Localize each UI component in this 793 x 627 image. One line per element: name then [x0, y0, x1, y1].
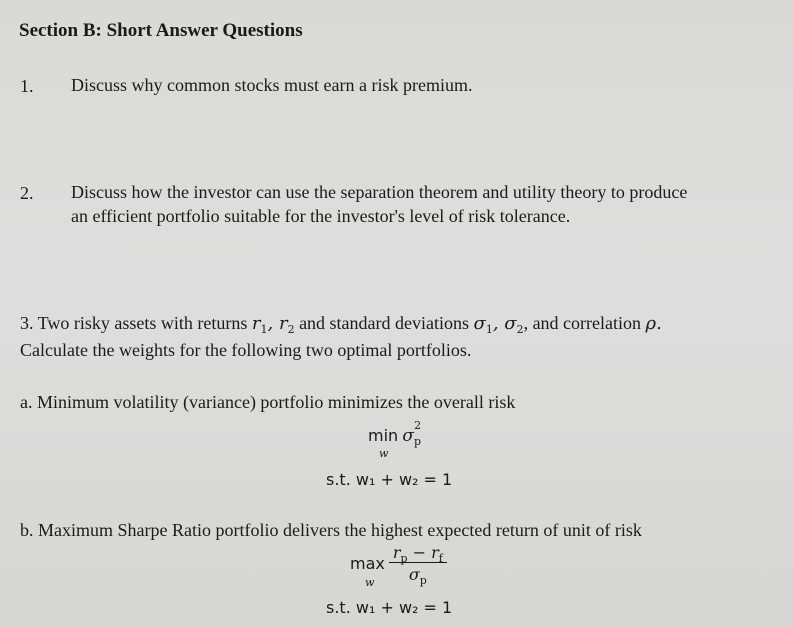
- question-2-number: 2.: [20, 183, 34, 203]
- question-2-line-1: Discuss how the investor can use the separation theorem and utility theory to produce: [71, 182, 688, 202]
- part-b-max-operator: max: [350, 554, 385, 573]
- part-a-constraint: s.t. w₁ + w₂ = 1: [326, 470, 453, 489]
- part-a-argument: w: [379, 447, 389, 460]
- part-a-objective: [368, 419, 428, 448]
- part-a-min-operator: min: [368, 426, 399, 445]
- rho-symbol: ρ.: [645, 313, 662, 334]
- correlation-phrase: , and correlation: [523, 313, 642, 333]
- question-3-line-2: Calculate the weights for the following two optimal portfolios.: [20, 340, 472, 360]
- question-2-line-2: an efficient portfolio suitable for the investor's level of risk tolerance.: [71, 206, 571, 226]
- sigma-symbols: $\sigma_1$, $\sigma_2$: [473, 313, 524, 336]
- part-b-text: b. Maximum Sharpe Ratio portfolio delivers the highest expected return of unit of risk: [20, 520, 642, 540]
- question-3-intro: 3. Two risky assets with returns: [20, 313, 248, 333]
- sharpe-ratio-fraction: $\frac{r_p - r_f}{\sigma_p}$: [389, 543, 447, 584]
- part-b-constraint: s.t. w₁ + w₂ = 1: [326, 598, 453, 617]
- part-a-text: a. Minimum volatility (variance) portfolio minimizes the overall risk: [20, 392, 516, 412]
- part-a-variance: $\sigma_p^2$: [402, 419, 422, 448]
- std-dev-phrase: and standard deviations: [299, 313, 470, 333]
- question-1-text: Discuss why common stocks must earn a risk premium.: [71, 75, 473, 95]
- question-1-number: 1.: [20, 76, 34, 96]
- returns-symbols: $r_1$, $r_2$: [251, 313, 295, 336]
- section-title: Section B: Short Answer Questions: [19, 20, 303, 41]
- part-b-argument: w: [365, 576, 375, 589]
- question-3-line-1: [20, 313, 662, 334]
